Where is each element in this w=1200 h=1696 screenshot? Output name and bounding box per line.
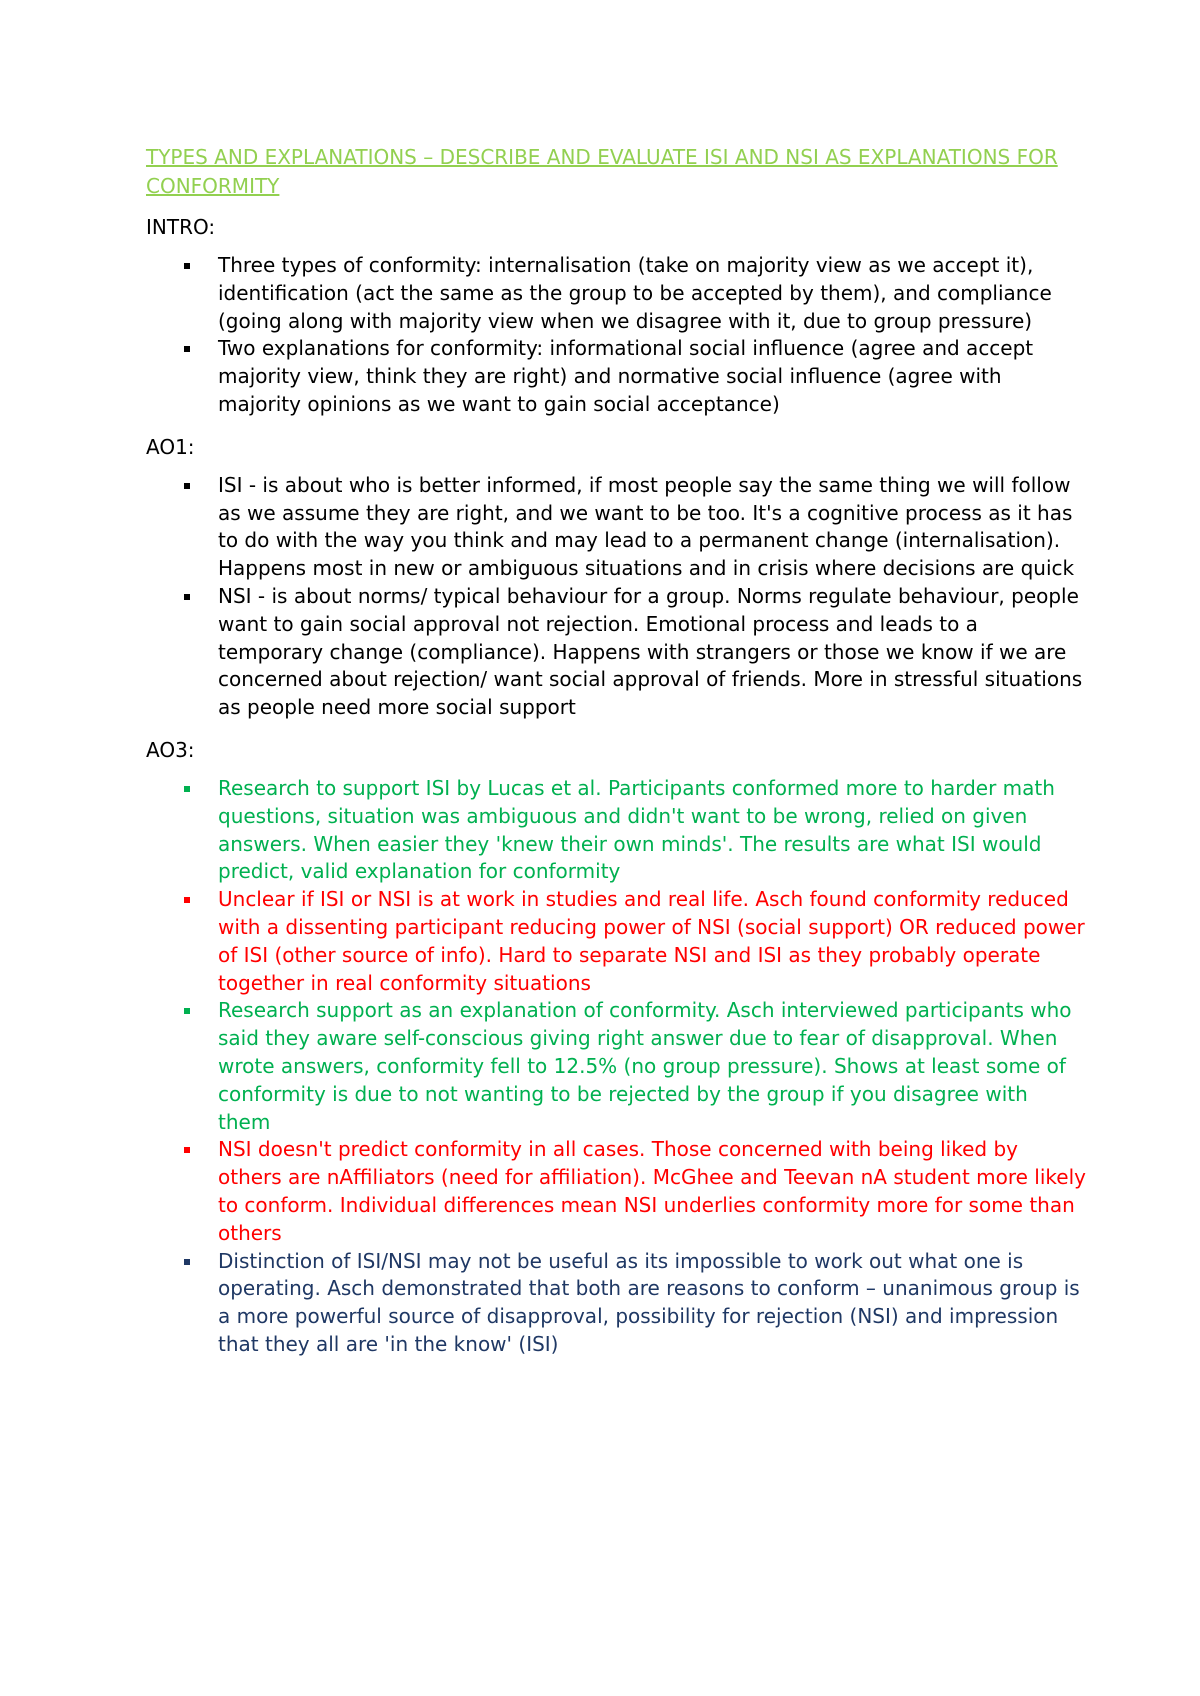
document-title: TYPES AND EXPLANATIONS – DESCRIBE AND EVALUATE ISI AND NSI AS EXPLANATIONS FOR CONFORMITY <box>146 145 1058 198</box>
document-page <box>146 143 1086 1373</box>
bullet-item <box>146 886 1086 997</box>
square-bullet-icon <box>184 483 190 489</box>
square-bullet-icon <box>184 594 190 600</box>
bullet-item <box>146 583 1086 722</box>
bullet-text: Unclear if ISI or NSI is at work in studies and real life. Asch found conformity reduced with a dissenting participant reducing power of NSI (social support) OR reduced power of ISI (other source of info). Hard to separate NSI and ISI as they probably operate together in real conformity situations <box>218 887 1085 995</box>
bullet-text: Distinction of ISI/NSI may not be useful as its impossible to work out what one is operating. Asch demonstrated that both are reasons to conform – unanimous group is a more powerful source of disapproval, possibility for rejection (NSI) and impression that they all are 'in the know' (ISI) <box>218 1248 1080 1356</box>
bullet-list <box>146 472 1086 722</box>
bullet-text: ISI - is about who is better informed, if most people say the same thing we will follow as we assume they are right, and we want to be too. It's a cognitive process as it has to do with the way you think and may lead to a permanent change (internalisation). Happens most in new or ambiguous situations and in crisis where decisions are quick <box>218 472 1075 581</box>
square-bullet-icon <box>184 786 190 792</box>
bullet-item <box>146 775 1086 886</box>
bullet-text: Research support as an explanation of conformity. Asch interviewed participants who said they aware self-conscious giving right answer due to fear of disapproval. When wrote answers, conformity fell to 12.5% (no group pressure). Shows at least some of conformity is due to not wanting to be rejected by the group if you disagree with them <box>218 998 1072 1134</box>
bullet-item <box>146 1248 1086 1359</box>
section-heading: INTRO: <box>146 215 216 239</box>
bullet-text: NSI - is about norms/ typical behaviour for a group. Norms regulate behaviour, people want to gain social approval not rejection. Emotional process and leads to a temporary change (compliance). Happens with strangers or those we know if we are concerned about rejection/ want social approval of friends. More in stressful situations as people need more social support <box>218 583 1083 720</box>
square-bullet-icon <box>184 1008 190 1014</box>
section-heading: AO1: <box>146 434 195 459</box>
square-bullet-icon <box>184 1259 190 1265</box>
bullet-text: NSI doesn't predict conformity in all cases. Those concerned with being liked by others are nAffiliators (need for affiliation). McGhee and Teevan nA student more likely to conform. Individual differences mean NSI underlies conformity more for some than others <box>218 1137 1086 1245</box>
sections-container <box>146 213 1086 1359</box>
bullet-item <box>146 1136 1086 1247</box>
bullet-list <box>146 252 1086 419</box>
bullet-item <box>146 335 1086 418</box>
bullet-text: Three types of conformity: internalisation (take on majority view as we accept it), identification (act the same as the group to be accepted by them), and compliance (going along with majority view when we disagree with it, due to group pressure) <box>218 253 1052 333</box>
square-bullet-icon <box>184 897 190 903</box>
bullet-list <box>146 775 1086 1359</box>
square-bullet-icon <box>184 263 190 269</box>
square-bullet-icon <box>184 346 190 352</box>
bullet-item <box>146 252 1086 335</box>
bullet-item <box>146 997 1086 1136</box>
section-heading: AO3: <box>146 737 195 762</box>
bullet-text: Research to support ISI by Lucas et al. Participants conformed more to harder math questions, situation was ambiguous and didn't want to be wrong, relied on given answers. When easier they 'knew their own minds'. The results are what ISI would predict, valid explanation for conformity <box>218 775 1055 884</box>
square-bullet-icon <box>184 1147 190 1153</box>
bullet-item <box>146 472 1086 583</box>
bullet-text: Two explanations for conformity: informational social influence (agree and accept majority view, think they are right) and normative social influence (agree with majority opinions as we want to gain social acceptance) <box>218 336 1034 416</box>
